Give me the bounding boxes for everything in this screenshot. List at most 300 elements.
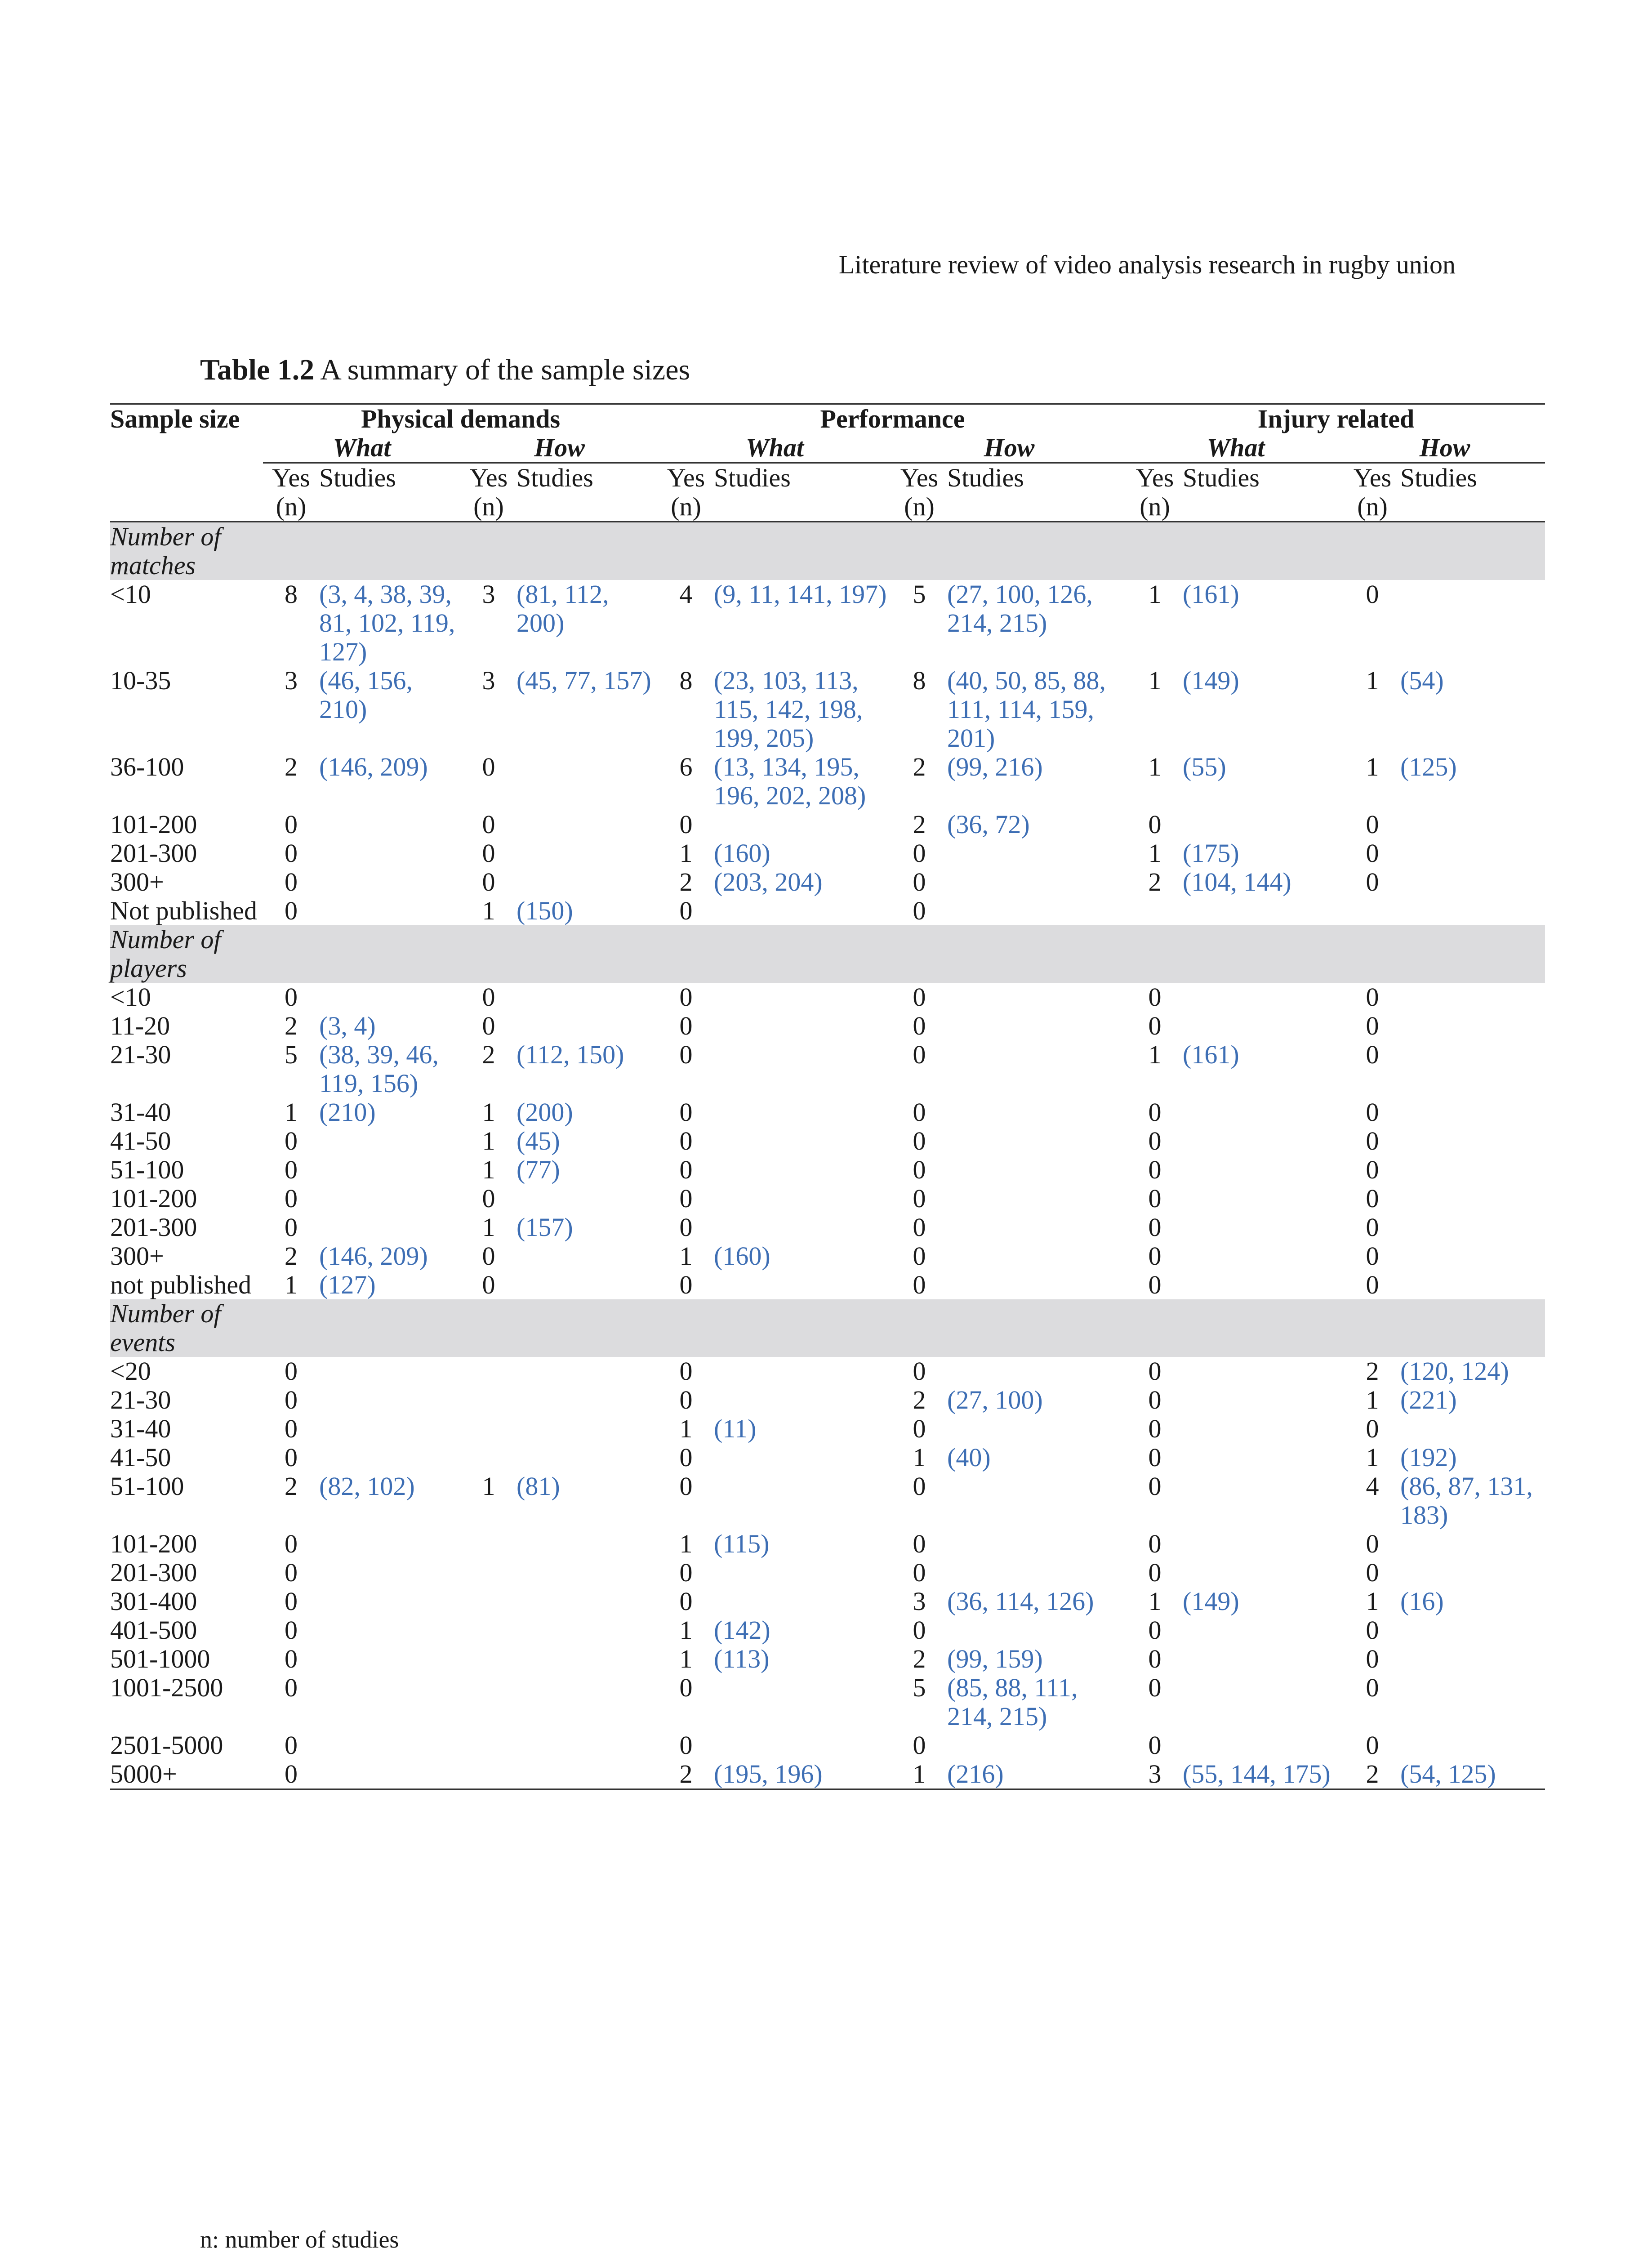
study-references: (161) <box>1183 580 1239 609</box>
study-count: 0 <box>482 867 495 897</box>
study-references <box>319 1386 461 1414</box>
study-references <box>714 1558 891 1587</box>
study-references <box>1400 1155 1545 1184</box>
study-references: (38, 39, 46, 119, 156) <box>319 1040 439 1098</box>
study-count: 0 <box>1366 1213 1379 1242</box>
study-references <box>714 1127 891 1155</box>
study-count: 0 <box>1148 1558 1162 1587</box>
study-references <box>517 1012 658 1040</box>
sample-size-label: 201-300 <box>110 839 197 868</box>
header-injury-how: How <box>1419 433 1470 462</box>
study-references: (142) <box>714 1615 770 1645</box>
study-references <box>1183 1012 1345 1040</box>
study-count: 0 <box>482 982 495 1012</box>
study-references <box>517 1616 658 1645</box>
study-references <box>714 1386 891 1414</box>
study-references <box>1183 1127 1345 1155</box>
header-yes-n: Yes (n) <box>461 463 517 522</box>
sample-size-label: 201-300 <box>110 1558 197 1587</box>
table-body <box>110 522 1545 1789</box>
sample-size-label: <20 <box>110 1356 151 1386</box>
study-count: 0 <box>1148 1731 1162 1760</box>
study-references <box>517 1760 658 1789</box>
study-count: 1 <box>482 896 495 925</box>
sample-size-label: 1001-2500 <box>110 1673 223 1702</box>
study-count: 0 <box>285 1731 298 1760</box>
study-count <box>461 1357 517 1386</box>
study-count: 0 <box>285 1529 298 1558</box>
study-references: (200) <box>517 1097 573 1127</box>
study-references <box>517 1731 658 1760</box>
study-count: 0 <box>285 1213 298 1242</box>
study-count: 0 <box>679 1213 693 1242</box>
section-header-row <box>110 522 1545 580</box>
study-references: (104, 144) <box>1183 867 1291 897</box>
header-performance-what: What <box>746 433 804 462</box>
study-count: 0 <box>1148 1673 1162 1702</box>
study-count: 0 <box>285 1615 298 1645</box>
study-count: 0 <box>679 1155 693 1184</box>
sample-size-label: 10-35 <box>110 666 171 695</box>
study-count: 0 <box>913 1472 926 1501</box>
study-count <box>461 1760 517 1789</box>
table-row <box>110 1587 1545 1616</box>
study-references <box>1400 1530 1545 1558</box>
sample-size-label: 36-100 <box>110 752 184 781</box>
sample-size-label: <10 <box>110 982 151 1012</box>
study-count: 0 <box>1148 1356 1162 1386</box>
study-references <box>714 1443 891 1472</box>
header-row-groups <box>110 404 1545 434</box>
study-count: 1 <box>482 1472 495 1501</box>
study-count: 1 <box>913 1443 926 1472</box>
study-count: 3 <box>1127 1760 1183 1789</box>
study-count: 0 <box>285 982 298 1012</box>
study-count: 0 <box>285 1155 298 1184</box>
sample-size-label: 101-200 <box>110 1184 197 1213</box>
study-count: 3 <box>913 1587 926 1616</box>
study-count: 0 <box>1148 1241 1162 1271</box>
study-count: 0 <box>913 1184 926 1213</box>
table-row <box>110 1443 1545 1472</box>
header-studies: Studies <box>947 463 1127 522</box>
study-count: 0 <box>1366 1040 1379 1069</box>
study-count: 1 <box>1366 1385 1379 1414</box>
study-count: 0 <box>1148 1011 1162 1040</box>
study-references <box>1183 1242 1345 1271</box>
study-count: 0 <box>913 1270 926 1299</box>
study-count: 0 <box>1366 982 1379 1012</box>
study-count: 2 <box>913 1644 926 1673</box>
study-references <box>319 1645 461 1673</box>
study-references <box>1183 1645 1345 1673</box>
study-count: 0 <box>285 1385 298 1414</box>
study-references <box>947 868 1127 897</box>
table-row <box>110 897 1545 925</box>
study-references <box>1400 1673 1545 1731</box>
sample-size-label: 41-50 <box>110 1126 171 1155</box>
study-count: 0 <box>482 839 495 868</box>
study-count: 1 <box>1366 752 1379 781</box>
study-count: 2 <box>285 752 298 781</box>
study-count <box>461 1645 517 1673</box>
table-row <box>110 1414 1545 1443</box>
study-count: 1 <box>679 1529 693 1558</box>
study-references <box>1183 810 1345 839</box>
study-references <box>1183 1530 1345 1558</box>
table-row <box>110 983 1545 1012</box>
study-count: 5 <box>913 580 926 609</box>
study-count: 0 <box>913 896 926 925</box>
header-yes-n: Yes (n) <box>263 463 319 522</box>
study-references <box>517 810 658 839</box>
study-count: 0 <box>679 1011 693 1040</box>
study-count: 0 <box>1366 1241 1379 1271</box>
study-references <box>1400 983 1545 1012</box>
study-references: (16) <box>1400 1587 1444 1616</box>
study-references <box>714 1731 891 1760</box>
sample-size-label: 31-40 <box>110 1414 171 1443</box>
study-references <box>714 1213 891 1242</box>
study-references: (113) <box>714 1644 770 1673</box>
study-references: (40, 50, 85, 88, 111, 114, 159, 201) <box>947 666 1106 753</box>
header-performance-how: How <box>984 433 1035 462</box>
study-references <box>1400 1184 1545 1213</box>
study-references <box>947 839 1127 868</box>
study-references <box>517 983 658 1012</box>
study-references <box>319 1155 461 1184</box>
study-count: 0 <box>1148 1414 1162 1443</box>
study-references <box>1183 1155 1345 1184</box>
table-row <box>110 666 1545 753</box>
study-count: 1 <box>679 839 693 868</box>
header-yes-n: Yes (n) <box>658 463 714 522</box>
study-count: 0 <box>1366 1731 1379 1760</box>
study-references <box>1400 1271 1545 1299</box>
study-references <box>319 1184 461 1213</box>
study-references <box>714 1472 891 1530</box>
section-title-text: Number of matches <box>110 522 221 580</box>
study-count: 5 <box>285 1040 298 1069</box>
study-count: 2 <box>913 1385 926 1414</box>
study-count: 0 <box>1366 1673 1379 1702</box>
table-row <box>110 1472 1545 1530</box>
study-count: 0 <box>1148 1270 1162 1299</box>
study-references: (195, 196) <box>714 1760 891 1789</box>
table-row <box>110 1098 1545 1127</box>
study-count: 3 <box>482 580 495 609</box>
study-count <box>461 1414 517 1443</box>
table-row <box>110 1645 1545 1673</box>
study-count: 1 <box>679 1241 693 1271</box>
study-count <box>461 1673 517 1731</box>
study-references <box>1400 1213 1545 1242</box>
study-count <box>461 1558 517 1587</box>
study-references: (40) <box>947 1443 991 1472</box>
study-references <box>1183 897 1345 925</box>
study-references: (125) <box>1400 752 1457 781</box>
study-references <box>947 1213 1127 1242</box>
study-count: 0 <box>1366 867 1379 897</box>
header-injury-what: What <box>1207 433 1265 462</box>
study-references <box>1400 1645 1545 1673</box>
study-references <box>1183 1731 1345 1760</box>
study-references <box>319 897 461 925</box>
study-references: (86, 87, 131, 183) <box>1400 1472 1533 1530</box>
study-references <box>517 1530 658 1558</box>
study-count: 0 <box>1148 1615 1162 1645</box>
study-references: (55) <box>1183 752 1226 781</box>
study-references <box>714 1673 891 1731</box>
sample-size-label: 101-200 <box>110 1529 197 1558</box>
study-count: 0 <box>482 1184 495 1213</box>
study-references: (3, 4, 38, 39, 81, 102, 119, 127) <box>319 580 455 666</box>
study-count: 0 <box>1148 1213 1162 1242</box>
study-count: 1 <box>482 1097 495 1127</box>
study-references <box>517 1673 658 1731</box>
study-count: 0 <box>285 1443 298 1472</box>
study-count: 0 <box>913 1213 926 1242</box>
study-count: 2 <box>285 1011 298 1040</box>
study-references: (146, 209) <box>319 752 428 781</box>
study-count: 0 <box>913 1040 926 1069</box>
study-count: 0 <box>679 810 693 839</box>
study-count: 0 <box>679 1472 693 1501</box>
study-references <box>517 1414 658 1443</box>
study-references <box>517 839 658 868</box>
study-references <box>517 1587 658 1616</box>
study-count: 2 <box>1366 1356 1379 1386</box>
sample-size-label: 21-30 <box>110 1385 171 1414</box>
study-count: 1 <box>891 1760 947 1789</box>
study-count <box>1345 897 1400 925</box>
header-physical-demands: Physical demands <box>263 404 658 434</box>
study-references: (11) <box>714 1414 757 1443</box>
study-references: (55, 144, 175) <box>1183 1760 1345 1789</box>
study-count: 0 <box>285 1644 298 1673</box>
study-references <box>517 1271 658 1299</box>
study-count: 2 <box>1345 1760 1400 1789</box>
study-references <box>714 1184 891 1213</box>
sample-size-label: 300+ <box>110 867 164 897</box>
study-count: 1 <box>1148 1040 1162 1069</box>
study-count: 0 <box>482 810 495 839</box>
sample-size-label: 51-100 <box>110 1155 184 1184</box>
study-references: (85, 88, 111, 214, 215) <box>947 1673 1078 1731</box>
study-references <box>1400 1558 1545 1587</box>
study-count: 8 <box>285 580 298 609</box>
sample-size-table-wrapper <box>110 403 1545 1790</box>
study-references <box>714 1587 891 1616</box>
study-references <box>319 839 461 868</box>
study-references: (23, 103, 113, 115, 142, 198, 199, 205) <box>714 666 863 753</box>
study-references <box>517 868 658 897</box>
study-count <box>1127 897 1183 925</box>
table-row <box>110 1530 1545 1558</box>
study-references <box>517 1357 658 1386</box>
study-count: 2 <box>285 1472 298 1501</box>
study-references: (99, 159) <box>947 1644 1043 1673</box>
sample-size-label: 300+ <box>110 1241 164 1271</box>
study-references <box>319 983 461 1012</box>
table-row <box>110 1616 1545 1645</box>
study-count: 0 <box>285 1126 298 1155</box>
study-references <box>947 897 1127 925</box>
table-row <box>110 1673 1545 1731</box>
sample-size-label: 41-50 <box>110 1443 171 1472</box>
study-count: 2 <box>679 867 693 897</box>
study-references: (175) <box>1183 839 1239 868</box>
study-references <box>1183 1673 1345 1731</box>
study-references: (216) <box>947 1760 1127 1789</box>
study-count: 0 <box>1366 1126 1379 1155</box>
study-count: 1 <box>285 1270 298 1299</box>
study-references <box>947 1472 1127 1530</box>
study-references <box>714 897 891 925</box>
study-count: 0 <box>913 867 926 897</box>
study-count: 2 <box>913 752 926 781</box>
study-count: 0 <box>482 1241 495 1271</box>
table-row <box>110 1731 1545 1760</box>
study-count: 0 <box>679 982 693 1012</box>
study-references: (54) <box>1400 666 1444 695</box>
study-count: 0 <box>913 1356 926 1386</box>
study-count: 0 <box>1148 982 1162 1012</box>
study-count: 0 <box>1148 1126 1162 1155</box>
study-references: (45) <box>517 1126 560 1155</box>
study-count: 0 <box>913 982 926 1012</box>
study-references <box>714 810 891 839</box>
section-title <box>110 522 1545 580</box>
study-references <box>1400 1731 1545 1760</box>
study-count: 0 <box>913 1011 926 1040</box>
study-references <box>1400 839 1545 868</box>
study-references: (36, 114, 126) <box>947 1587 1094 1616</box>
study-count: 1 <box>679 1615 693 1645</box>
study-count: 2 <box>482 1040 495 1069</box>
sample-size-label: Not published <box>110 896 258 925</box>
study-references <box>714 1357 891 1386</box>
study-count: 1 <box>679 1644 693 1673</box>
table-row <box>110 1558 1545 1587</box>
study-count: 3 <box>482 666 495 695</box>
study-count: 2 <box>913 810 926 839</box>
study-count: 0 <box>285 867 298 897</box>
study-references <box>1400 868 1545 897</box>
sample-size-label: 301-400 <box>110 1587 197 1616</box>
study-references: (27, 100, 126, 214, 215) <box>947 580 1093 638</box>
study-references <box>1183 1472 1345 1530</box>
header-injury-related: Injury related <box>1127 404 1545 434</box>
study-references <box>319 1127 461 1155</box>
study-references <box>319 1673 461 1731</box>
study-references <box>947 1242 1127 1271</box>
study-references <box>319 1443 461 1472</box>
study-count: 5 <box>913 1673 926 1702</box>
study-count: 0 <box>1148 1529 1162 1558</box>
study-references <box>947 1414 1127 1443</box>
study-count: 0 <box>1366 1529 1379 1558</box>
study-references: (127) <box>319 1270 376 1299</box>
sample-size-label: 31-40 <box>110 1097 171 1127</box>
study-count <box>461 1587 517 1616</box>
study-count: 8 <box>913 666 926 695</box>
study-count: 1 <box>482 1213 495 1242</box>
sample-size-label: not published <box>110 1270 252 1299</box>
study-references <box>517 1386 658 1414</box>
study-count: 1 <box>482 1126 495 1155</box>
sample-size-label: 201-300 <box>110 1213 197 1242</box>
study-count: 0 <box>1366 1270 1379 1299</box>
study-references <box>517 1558 658 1587</box>
study-references: (210) <box>319 1097 376 1127</box>
study-count: 3 <box>285 666 298 695</box>
study-count: 0 <box>1366 1644 1379 1673</box>
section-header-row <box>110 925 1545 983</box>
study-count: 0 <box>482 1270 495 1299</box>
study-count: 1 <box>1148 752 1162 781</box>
study-references <box>947 1040 1127 1098</box>
section-title <box>110 1299 1545 1357</box>
table-row <box>110 1213 1545 1242</box>
study-count: 0 <box>679 1356 693 1386</box>
study-count: 1 <box>1366 1587 1379 1616</box>
study-references: (3, 4) <box>319 1011 376 1040</box>
study-count <box>461 1616 517 1645</box>
study-count: 0 <box>1366 1097 1379 1127</box>
sample-size-label: <10 <box>110 580 151 609</box>
table-row <box>110 1184 1545 1213</box>
study-references <box>1183 1443 1345 1472</box>
table-row <box>110 1357 1545 1386</box>
study-references: (149) <box>1183 666 1239 695</box>
study-references <box>319 1760 461 1789</box>
study-count: 0 <box>913 1126 926 1155</box>
header-yes-n: Yes (n) <box>891 463 947 522</box>
study-references <box>947 1184 1127 1213</box>
study-references: (27, 100) <box>947 1385 1043 1414</box>
study-count <box>461 1731 517 1760</box>
study-count: 0 <box>679 1731 693 1760</box>
study-count: 1 <box>285 1097 298 1127</box>
study-references <box>1400 810 1545 839</box>
study-count: 2 <box>285 1241 298 1271</box>
study-references <box>714 1012 891 1040</box>
study-count: 0 <box>913 1097 926 1127</box>
study-count: 0 <box>679 1097 693 1127</box>
study-references: (157) <box>517 1213 573 1242</box>
sample-size-label: 2501-5000 <box>110 1731 223 1760</box>
study-references <box>517 753 658 810</box>
study-references: (160) <box>714 839 770 868</box>
study-count: 0 <box>679 1443 693 1472</box>
study-count: 0 <box>285 839 298 868</box>
study-references <box>517 1184 658 1213</box>
section-title-text: Number of players <box>110 925 221 983</box>
study-count: 0 <box>679 896 693 925</box>
table-row <box>110 1242 1545 1271</box>
study-references <box>1400 1012 1545 1040</box>
study-count: 0 <box>482 1011 495 1040</box>
study-count <box>461 1530 517 1558</box>
sample-size-label: 5000+ <box>110 1760 263 1789</box>
study-references: (150) <box>517 896 573 925</box>
study-references: (13, 134, 195, 196, 202, 208) <box>714 752 866 810</box>
study-count: 0 <box>1148 1472 1162 1501</box>
study-count: 0 <box>679 1040 693 1069</box>
table-row <box>110 1760 1545 1789</box>
header-studies: Studies <box>517 463 658 522</box>
